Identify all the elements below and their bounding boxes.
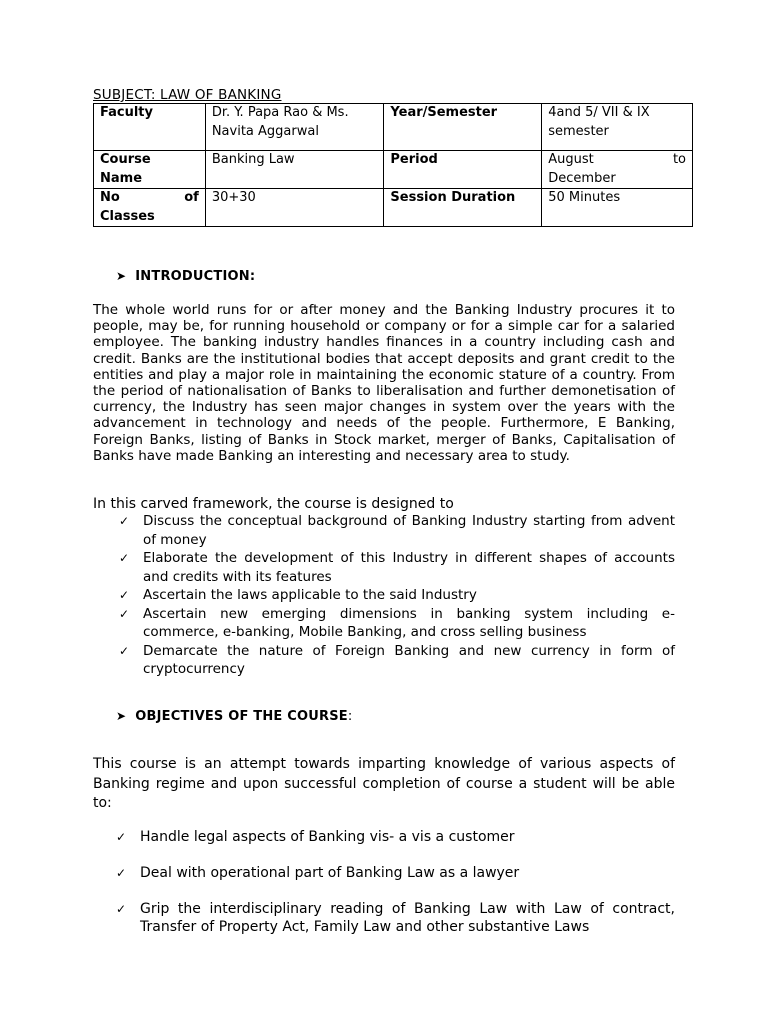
period-line: [548, 151, 686, 170]
objectives-heading-colon: :: [347, 709, 353, 724]
check-mark-icon: ✓: [116, 902, 127, 916]
period-start: August: [548, 152, 594, 167]
course-label-line: Name: [100, 170, 143, 186]
list-item: [116, 828, 675, 846]
arrow-bullet-icon: ➤: [116, 269, 127, 283]
classes-label-word: of: [184, 190, 199, 205]
course-name-label: [94, 151, 206, 189]
classes-label-line: [100, 189, 199, 208]
year-semester-label: Year/Semester: [384, 104, 542, 151]
check-mark-icon: ✓: [119, 514, 130, 528]
check-mark-icon: ✓: [116, 866, 127, 880]
list-item-text: Elaborate the development of this Industry in different shapes of accounts and credits with its features: [143, 550, 675, 585]
faculty-value: Dr. Y. Papa Rao & Ms. Navita Aggarwal: [205, 104, 384, 151]
list-item: [119, 642, 675, 679]
arrow-bullet-icon: ➤: [116, 709, 127, 723]
list-item: [119, 549, 675, 586]
course-info-table: [93, 103, 693, 227]
classes-label-word: Classes: [100, 208, 155, 224]
table-row: [94, 104, 693, 151]
year-semester-value: 4and 5/ VII & IX semester: [542, 104, 693, 151]
introduction-heading-text: INTRODUCTION:: [135, 269, 256, 284]
introduction-heading: [116, 269, 255, 284]
course-design-list: [119, 512, 675, 679]
course-name-value: Banking Law: [205, 151, 384, 189]
session-duration-value: 50 Minutes: [542, 189, 693, 227]
objectives-heading-text: OBJECTIVES OF THE COURSE: [135, 709, 348, 724]
course-label-line: Course: [100, 152, 151, 167]
objectives-heading: [116, 709, 352, 724]
list-item-text: Discuss the conceptual background of Banking Industry starting from advent of money: [143, 513, 675, 548]
period-value: [542, 151, 693, 189]
check-mark-icon: ✓: [119, 643, 130, 658]
objectives-paragraph: This course is an attempt towards imparting knowledge of various aspects of Banking regime and upon successful completion of course a student will be able to:: [93, 756, 675, 811]
list-item: [116, 864, 675, 882]
list-item-text: Handle legal aspects of Banking vis- a vis a customer: [140, 829, 515, 845]
subject-title: SUBJECT: LAW OF BANKING: [93, 87, 282, 103]
list-item: [119, 605, 675, 642]
faculty-label: Faculty: [94, 104, 206, 151]
objectives-list: [116, 864, 675, 882]
objectives-list: [116, 900, 675, 936]
list-item-text: Ascertain new emerging dimensions in banking system including e-commerce, e-banking, Mobile Banking, and cross selling business: [143, 605, 675, 640]
period-label: Period: [384, 151, 542, 189]
check-mark-icon: ✓: [116, 830, 127, 844]
list-item-text: Ascertain the laws applicable to the said Industry: [143, 587, 477, 603]
list-item-text: Demarcate the nature of Foreign Banking and new currency in form of cryptocurrency: [143, 642, 675, 677]
introduction-paragraph: The whole world runs for or after money and the Banking Industry procures it to people, may be, for running household or company or for a simple car for a salaried employee. The banking industry handles finances in a country including cash and credit. Banks are the institutional bodies that accept deposits and grant credit to the entities and play a major role in maintaining the economic stature of a country. From the period of nationalisation of Banks to liberalisation and further demonetisation of currency, the Industry has seen major changes in system over the years with the advancement in technology and needs of the people. Furthermore, E Banking, Foreign Banks, listing of Banks in Stock market, merger of Banks, Capitalisation of Banks have made Banking an interesting and necessary area to study.: [93, 302, 675, 464]
list-item: [119, 512, 675, 549]
session-duration-label: Session Duration: [384, 189, 542, 227]
period-to: to: [672, 152, 686, 167]
objectives-list: [116, 828, 675, 846]
classes-value: 30+30: [205, 189, 384, 227]
check-mark-icon: ✓: [119, 551, 130, 565]
list-item-text: Deal with operational part of Banking Law as a lawyer: [140, 865, 520, 881]
classes-label: [94, 189, 206, 227]
period-end: December: [548, 170, 616, 186]
check-mark-icon: ✓: [119, 606, 130, 621]
check-mark-icon: ✓: [119, 588, 130, 602]
table-row: [94, 151, 693, 189]
list-item: [119, 586, 675, 605]
framework-intro: In this carved framework, the course is designed to: [93, 496, 454, 512]
list-item-text: Grip the interdisciplinary reading of Banking Law with Law of contract, Transfer of Property Act, Family Law and other substantive Laws: [140, 901, 675, 935]
classes-label-word: No: [100, 190, 120, 205]
table-row: [94, 189, 693, 227]
list-item: [116, 900, 675, 936]
